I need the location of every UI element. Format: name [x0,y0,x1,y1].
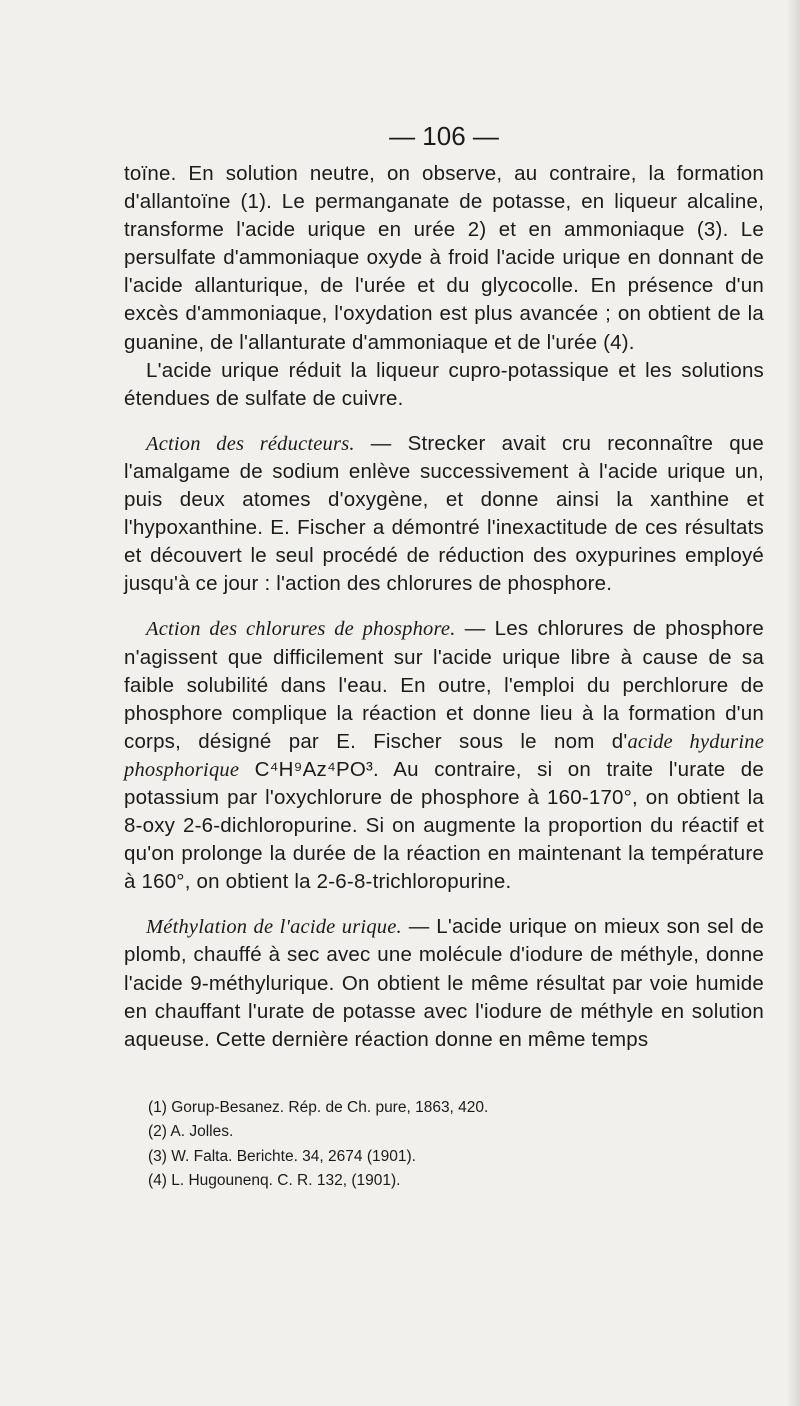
section-heading-reducteurs: Action des réducteurs. [146,432,355,455]
paragraph-methylation [124,913,764,1053]
page-edge-shadow [786,0,800,1406]
compound-name-italic: acide hydurine phosphorique [124,730,764,781]
paragraph-reducteurs [124,430,764,599]
footnote-3: (3) W. Falta. Berichte. 34, 2674 (1901). [148,1147,416,1165]
paragraph-methylation-text: — L'acide urique on mieux son sel de plomb, chauffé à sec avec une molécule d'iodure de méthyle, donne l'acide 9-méthylurique. On obtient le même résultat par voie humide en chauffant l'urate de potasse avec l'iodure de méthyle en solution aqueuse. Cette dernière réaction donne en même temps [124,915,764,1051]
page-text-block [124,118,764,1054]
paragraph-reduction-liqueur: L'acide urique réduit la liqueur cupro-potassique et les solutions étendues de sulfate de cuivre. [124,358,764,410]
section-heading-chlorures: Action des chlorures de phosphore. [146,618,456,641]
footnote-1: (1) Gorup-Besanez. Rép. de Ch. pure, 1863, 420. [148,1099,489,1116]
paragraph-chlorures-text-a: — Les chlorures de phosphore n'agissent que difficilement sur l'acide urique libre à cause de sa faible solubilité dans l'eau. En outre, l'emploi du perchlorure de phosphore complique la réaction et donne lieu à la formation d'un corps, désigné par E. Fischer sous le nom d' [124,617,764,753]
page-number: — 106 — [389,121,499,151]
paragraph-reducteurs-text: — Strecker avait cru reconnaître que l'amalgame de sodium enlève successivement à l'acide urique un, puis deux atomes d'oxygène, et donne ainsi la xanthine et l'hypoxanthine. E. Fischer a démontré l'inexactitude de ces résultats et découvert le seul procédé de réduction des oxypurines employé jusqu'à ce jour : l'action des chlorures de phosphore. [124,431,764,596]
footnote-2: (2) A. Jolles. [148,1123,234,1141]
paragraph-chlorures-text-b: Au contraire, si on traite l'urate de potassium par l'oxychlorure de phosphore à 160-170°, on obtient la 8-oxy 2-6-dichloropurine. Si on augmente la proportion du réactif et qu'on prolonge la durée de la réaction en maintenant la température à 160°, on obtient la 2-6-8-trichloropurine. [124,757,764,894]
chemical-formula: C⁴H⁹Az⁴PO³. [239,757,379,781]
footnotes [148,1096,748,1193]
footnote-4: (4) L. Hugounenq. C. R. 132, (1901). [148,1171,401,1189]
section-heading-methylation: Méthylation de l'acide urique. [146,916,402,939]
paragraph-chlorures [124,615,764,896]
paragraph-oxidation: toïne. En solution neutre, on observe, au contraire, la formation d'allantoïne (1). Le permanganate de potasse, en liqueur alcaline, transforme l'acide urique en urée 2) et en ammoniaque (3). Le persulfate d'ammoniaque oxyde à froid l'acide urique en donnant de l'acide allanturique, de l'urée et du glycocolle. En présence d'un excès d'ammoniaque, l'oxydation est plus avancée ; on obtient de la guanine, de l'allanturate d'ammoniaque et de l'urée (4). [124,162,764,354]
